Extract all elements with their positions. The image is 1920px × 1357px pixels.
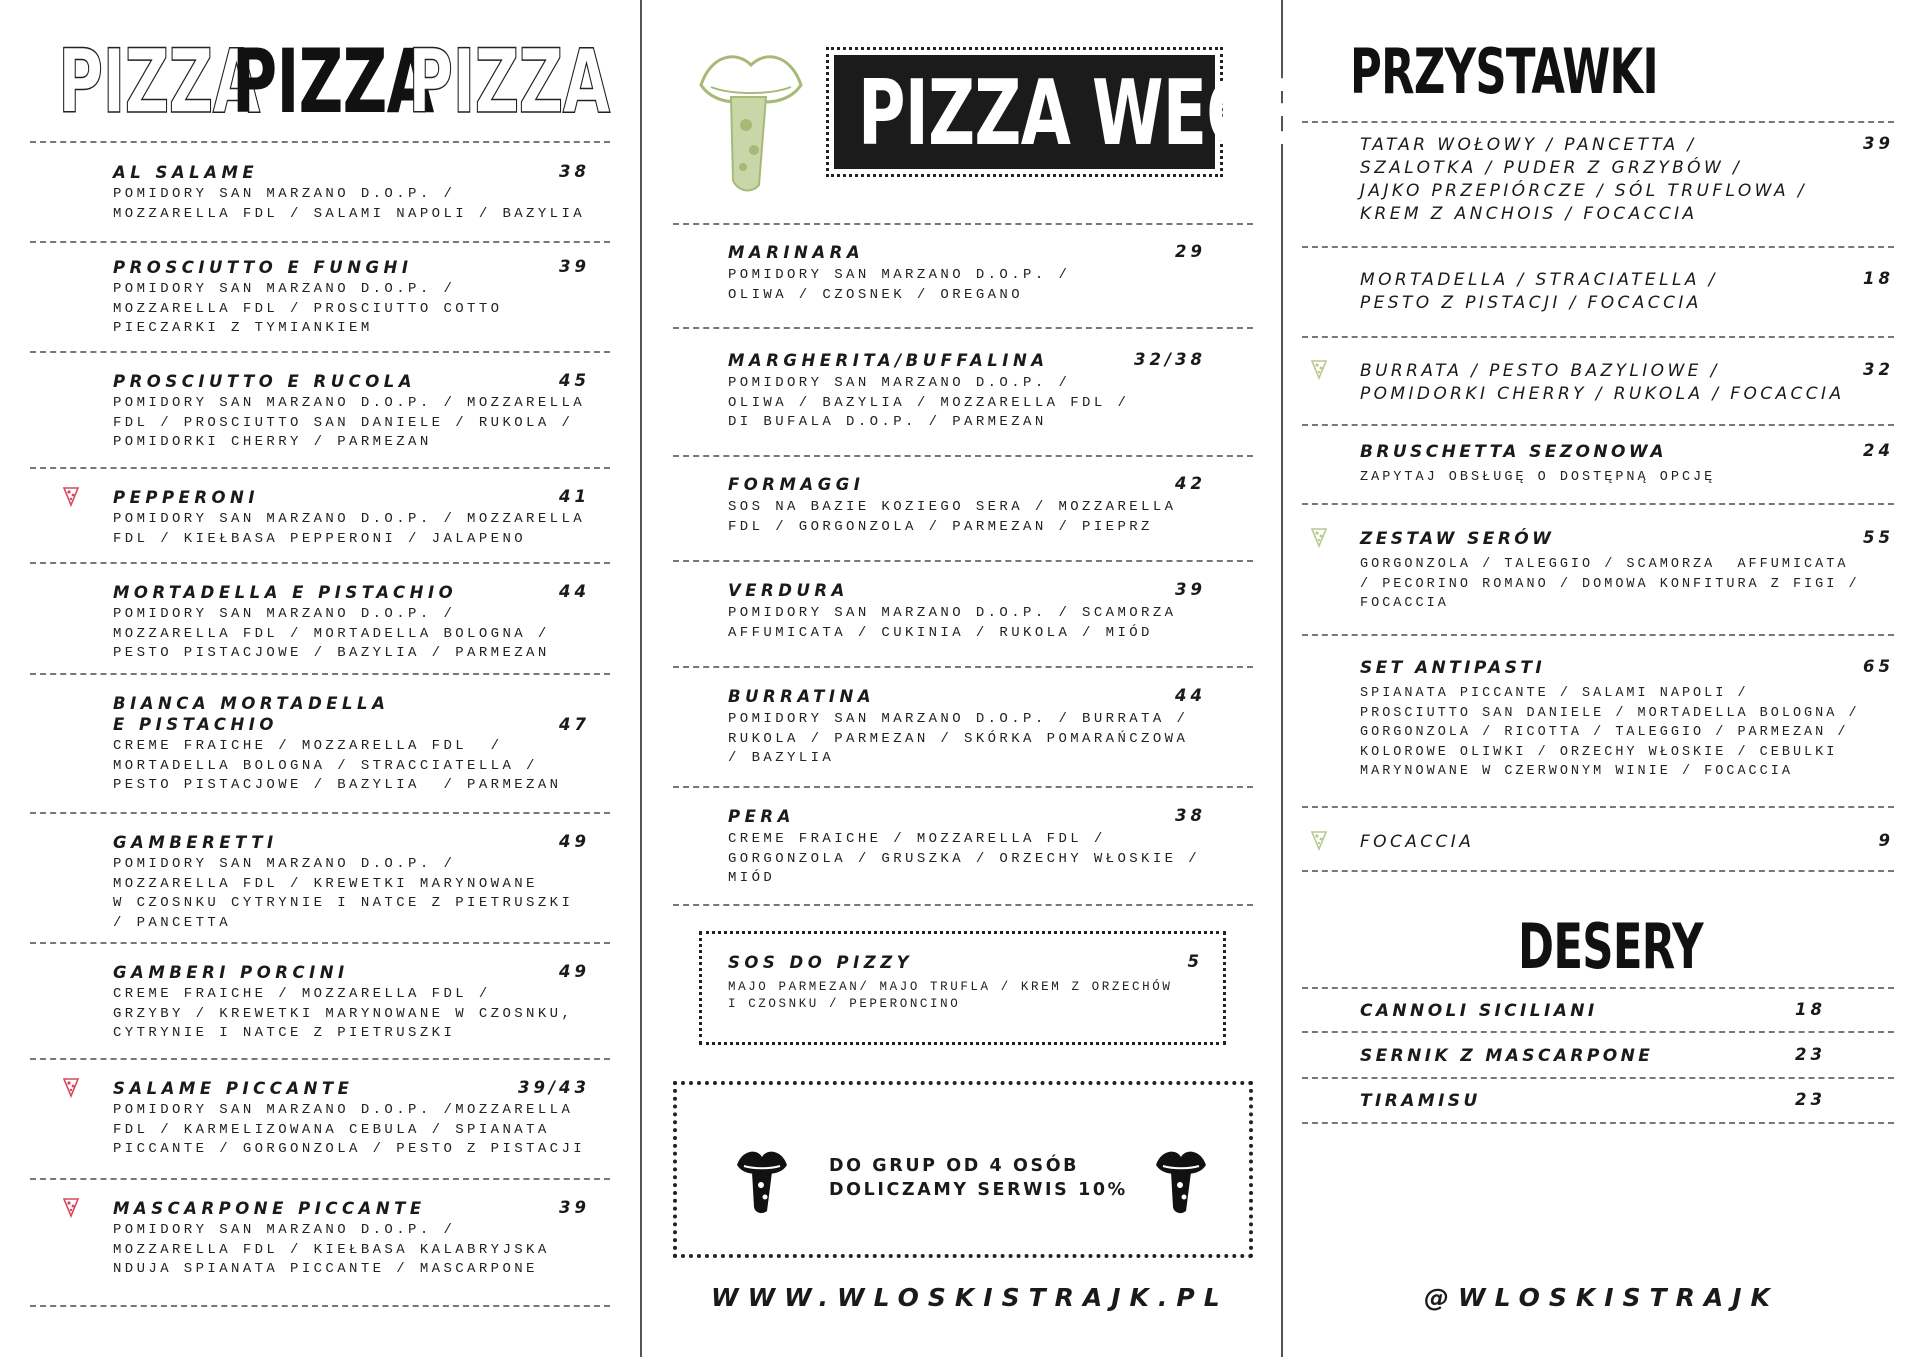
wege-item-name: BURRATINA	[728, 687, 876, 706]
sauce-price: 5	[1187, 952, 1203, 971]
wege-item-price: 39	[1175, 580, 1206, 599]
pizza-item-name: PROSCIUTTO E RUCOLA	[113, 372, 417, 391]
starter-item-price: 32	[1863, 360, 1894, 379]
pizza-item-name: SALAME PICCANTE	[113, 1079, 354, 1098]
starter-item-divider	[1302, 806, 1894, 808]
dessert-item-name: TIRAMISU	[1360, 1091, 1481, 1111]
website-link[interactable]: WWW.WLOSKISTRAJK.PL	[711, 1283, 1229, 1312]
pizza-title-divider	[30, 141, 610, 143]
pizza-item-price: 39/43	[518, 1078, 590, 1097]
pizza-item-name: AL SALAME	[113, 163, 259, 182]
starter-item-name: TATAR WOŁOWY / PANCETTA / SZALOTKA / PUDER Z GRZYBÓW / JAJKO PRZEPIÓRCZE / SÓL TRUFLOWA / KREM Z ANCHOIS / FOCACCIA	[1360, 135, 1807, 224]
pizza-item-name: PROSCIUTTO E FUNGHI	[113, 258, 413, 277]
pizza-item-name: GAMBERETTI	[113, 833, 278, 852]
pizza-item-desc: POMIDORY SAN MARZANO D.O.P. / MOZZARELLA FDL / PROSCIUTTO SAN DANIELE / RUKOLA / POMIDORKI CHERRY / PARMEZAN	[113, 395, 586, 450]
pizza-item-name: MORTADELLA E PISTACHIO	[113, 583, 458, 602]
dessert-item-name: CANNOLI SICILIANI	[1360, 1001, 1598, 1021]
starter-item-price: 9	[1878, 831, 1894, 850]
pizza-item-price: 45	[559, 371, 590, 390]
pizza-item-divider	[30, 1058, 610, 1060]
wege-title-divider	[673, 223, 1253, 225]
wege-item-name: VERDURA	[728, 581, 849, 600]
wege-item-name: FORMAGGI	[728, 475, 865, 494]
wege-item-divider	[673, 560, 1253, 562]
pizza-item-desc: POMIDORY SAN MARZANO D.O.P. / MOZZARELLA FDL / KREWETKI MARYNOWANE W CZOSNKU CYTRYNIE I NATCE Z PIETRUSZKI / PANCETTA	[113, 856, 574, 931]
pizza-slice-icon	[62, 485, 80, 512]
pizza-item-desc: POMIDORY SAN MARZANO D.O.P. / MOZZARELLA FDL / SALAMI NAPOLI / BAZYLIA	[113, 186, 586, 222]
starter-item-divider	[1302, 870, 1894, 872]
pizza-item-price: 39	[559, 1198, 590, 1217]
pizza-item-price: 49	[559, 832, 590, 851]
starter-item-price: 39	[1863, 134, 1894, 153]
pizza-slice-icon	[1310, 526, 1328, 553]
starter-item-name: BRUSCHETTA SEZONOWA	[1360, 442, 1667, 462]
pizza-title: PIZZA	[232, 30, 434, 133]
service-charge-box	[673, 1081, 1253, 1258]
wege-title-box	[826, 47, 1303, 177]
starter-item-desc: SPIANATA PICCANTE / SALAMI NAPOLI / PROSCIUTTO SAN DANIELE / MORTADELLA BOLOGNA / GORGONZOLA / RICOTTA / TALEGGIO / PARMEZAN / KOLOROWE OLIWKI / ORZECHY WŁOSKIE / CEBULKI MARYNOWANE W CZERWONYM WINIE / FOCACCIA	[1360, 686, 1860, 779]
lips-pizza-icon	[732, 1145, 792, 1215]
dessert-item-price: 23	[1795, 1090, 1826, 1109]
starter-item-divider	[1302, 424, 1894, 426]
wege-item-desc: CREME FRAICHE / MOZZARELLA FDL / GORGONZOLA / GRUSZKA / ORZECHY WŁOSKIE / MIÓD	[728, 831, 1201, 886]
starters-column	[1282, 0, 1920, 1357]
starter-item-desc: ZAPYTAJ OBSŁUGĘ O DOSTĘPNĄ OPCJĘ	[1360, 470, 1716, 485]
pizza-item-divider	[30, 1305, 610, 1307]
starter-item-name: SET ANTIPASTI	[1360, 658, 1546, 678]
service-charge-note: DO GRUP OD 4 OSÓB DOLICZAMY SERWIS 10%	[829, 1156, 1128, 1200]
dessert-divider	[1302, 1077, 1894, 1079]
pizza-slice-icon	[62, 1076, 80, 1103]
dessert-item-price: 18	[1795, 1000, 1826, 1019]
pizza-item-divider	[30, 562, 610, 564]
starter-item-price: 55	[1863, 528, 1894, 547]
pizza-item-desc: POMIDORY SAN MARZANO D.O.P. / MOZZARELLA FDL / KIEŁBASA PEPPERONI / JALAPENO	[113, 511, 586, 547]
starter-item-divider	[1302, 503, 1894, 505]
pizza-slice-icon	[1310, 829, 1328, 856]
starter-item-divider	[1302, 246, 1894, 248]
starter-item-desc: GORGONZOLA / TALEGGIO / SCAMORZA AFFUMICATA / PECORINO ROMANO / DOMOWA KONFITURA Z FIGI / FOCACCIA	[1360, 557, 1860, 611]
pizza-item-divider	[30, 467, 610, 469]
starter-item-name: MORTADELLA / STRACIATELLA / PESTO Z PISTACJI / FOCACCIA	[1360, 270, 1718, 313]
pizza-item-price: 38	[559, 162, 590, 181]
instagram-handle[interactable]: @WLOSKISTRAJK	[1424, 1283, 1779, 1312]
starters-title: PRZYSTAWKI	[1350, 35, 1658, 108]
starter-item-divider	[1302, 336, 1894, 338]
wege-item-name: MARINARA	[728, 243, 865, 262]
pizza-column	[0, 0, 640, 1357]
pizza-item-desc: POMIDORY SAN MARZANO D.O.P. / MOZZARELLA FDL / PROSCIUTTO COTTO PIECZARKI Z TYMIANKIEM	[113, 281, 503, 336]
pizza-title-outline-right: PIZZA	[408, 30, 610, 133]
wege-item-divider	[673, 786, 1253, 788]
starter-item-name: BURRATA / PESTO BAZYLIOWE / POMIDORKI CHERRY / RUKOLA / FOCACCIA	[1360, 361, 1845, 404]
starter-item-divider	[1302, 634, 1894, 636]
dessert-divider	[1302, 1031, 1894, 1033]
pizza-item-price: 44	[559, 582, 590, 601]
pizza-item-price: 41	[559, 487, 590, 506]
wege-item-divider	[673, 904, 1253, 906]
dessert-divider	[1302, 987, 1894, 989]
pizza-item-desc: POMIDORY SAN MARZANO D.O.P. / MOZZARELLA FDL / KIEŁBASA KALABRYJSKA NDUJA SPIANATA PICCANTE / MASCARPONE	[113, 1222, 550, 1277]
sauce-name: SOS DO PIZZY	[728, 953, 914, 972]
dessert-divider	[1302, 1122, 1894, 1124]
pizza-item-name: GAMBERI PORCINI	[113, 963, 349, 982]
pizza-item-desc: CREME FRAICHE / MOZZARELLA FDL / MORTADELLA BOLOGNA / STRACCIATELLA / PESTO PISTACJOWE / BAZYLIA / PARMEZAN	[113, 738, 562, 793]
starter-item-name: ZESTAW SERÓW	[1360, 529, 1555, 549]
pizza-item-price: 39	[559, 257, 590, 276]
wege-item-price: 44	[1175, 686, 1206, 705]
wege-item-price: 29	[1175, 242, 1206, 261]
pizza-item-price: 47	[559, 715, 590, 734]
starter-item-price: 18	[1863, 269, 1894, 288]
wege-item-desc: SOS NA BAZIE KOZIEGO SERA / MOZZARELLA FDL / GORGONZOLA / PARMEZAN / PIEPRZ	[728, 499, 1177, 535]
pizza-item-divider	[30, 241, 610, 243]
wege-item-desc: POMIDORY SAN MARZANO D.O.P. / OLIWA / BAZYLIA / MOZZARELLA FDL / DI BUFALA D.O.P. / PARMEZAN	[728, 375, 1130, 430]
pizza-item-desc: POMIDORY SAN MARZANO D.O.P. / MOZZARELLA FDL / MORTADELLA BOLOGNA / PESTO PISTACJOWE / BAZYLIA / PARMEZAN	[113, 606, 550, 661]
wege-column	[641, 0, 1303, 1357]
pizza-item-divider	[30, 673, 610, 675]
wege-item-desc: POMIDORY SAN MARZANO D.O.P. / BURRATA / RUKOLA / PARMEZAN / SKÓRKA POMARAŃCZOWA / BAZYLIA	[728, 711, 1189, 766]
pizza-item-name: PEPPERONI	[113, 488, 260, 507]
pizza-item-name: BIANCA MORTADELLA E PISTACHIO	[113, 694, 390, 734]
pizza-title-outline-left: PIZZA	[58, 30, 260, 133]
dessert-item-price: 23	[1795, 1045, 1826, 1064]
starter-item-price: 65	[1863, 657, 1894, 676]
desserts-title: DESERY	[1518, 910, 1703, 983]
wege-item-divider	[673, 455, 1253, 457]
starter-item-name: FOCACCIA	[1360, 832, 1475, 852]
lips-pizza-icon	[1151, 1145, 1211, 1215]
pizza-slice-icon	[62, 1196, 80, 1223]
wege-item-name: PERA	[728, 807, 795, 826]
wege-item-price: 32/38	[1134, 350, 1206, 369]
wege-item-price: 38	[1175, 806, 1206, 825]
wege-item-price: 42	[1175, 474, 1206, 493]
lips-pizza-logo-icon	[691, 45, 811, 195]
pizza-item-desc: POMIDORY SAN MARZANO D.O.P. /MOZZARELLA FDL / KARMELIZOWANA CEBULA / SPIANATA PICCANTE / GORGONZOLA / PESTO Z PISTACJI	[113, 1102, 586, 1157]
wege-item-name: MARGHERITA/BUFFALINA	[728, 351, 1049, 370]
pizza-item-desc: CREME FRAICHE / MOZZARELLA FDL / GRZYBY / KREWETKI MARYNOWANE W CZOSNKU, CYTRYNIE I NATCE Z PIETRUSZKI	[113, 986, 574, 1041]
sauce-desc: MAJO PARMEZAN/ MAJO TRUFLA / KREM Z ORZECHÓW I CZOSNKU / PEPERONCINO	[728, 980, 1173, 1011]
starters-title-divider	[1302, 121, 1894, 123]
sauce-box	[699, 931, 1226, 1045]
wege-item-desc: POMIDORY SAN MARZANO D.O.P. / OLIWA / CZOSNEK / OREGANO	[728, 267, 1071, 303]
pizza-item-name: MASCARPONE PICCANTE	[113, 1199, 426, 1218]
pizza-item-price: 49	[559, 962, 590, 981]
wege-item-divider	[673, 666, 1253, 668]
wege-item-divider	[673, 327, 1253, 329]
starter-item-price: 24	[1863, 441, 1894, 460]
pizza-item-divider	[30, 812, 610, 814]
pizza-item-divider	[30, 942, 610, 944]
wege-item-desc: POMIDORY SAN MARZANO D.O.P. / SCAMORZA AFFUMICATA / CUKINIA / RUKOLA / MIÓD	[728, 605, 1177, 641]
pizza-item-divider	[30, 351, 610, 353]
wege-title: PIZZA WEGE	[858, 61, 1303, 166]
pizza-slice-icon	[1310, 358, 1328, 385]
dessert-item-name: SERNIK Z MASCARPONE	[1360, 1046, 1654, 1066]
pizza-item-divider	[30, 1178, 610, 1180]
